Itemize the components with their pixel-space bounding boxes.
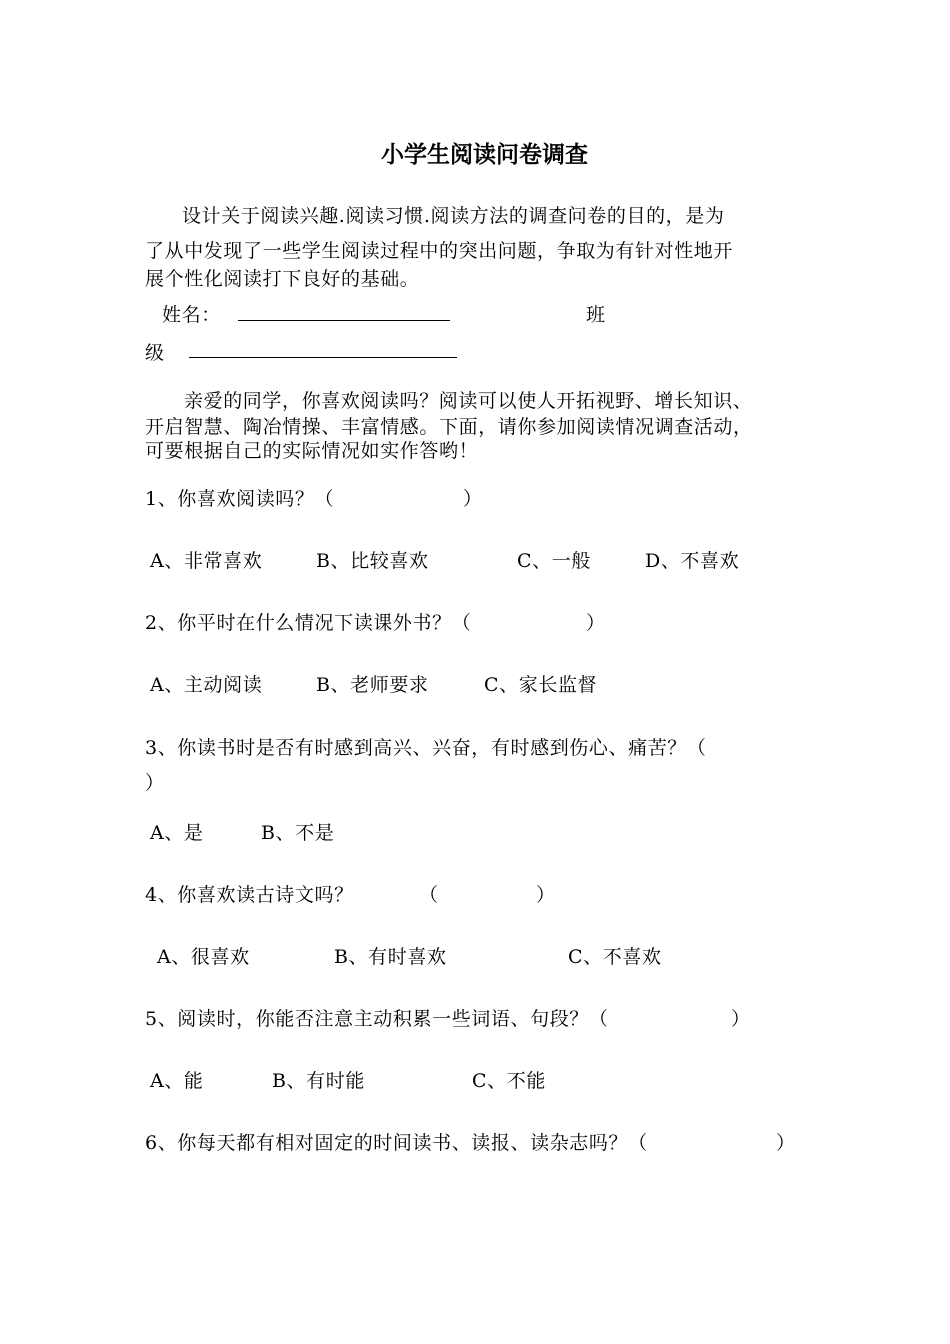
question-5-option-b[interactable]: B、有时能 [272, 1070, 365, 1092]
question-5-option-c[interactable]: C、不能 [472, 1070, 546, 1092]
question-1-option-d[interactable]: D、不喜欢 [645, 550, 740, 572]
question-5: 5、阅读时，你能否注意主动积累一些词语、句段？（ [145, 1008, 609, 1030]
question-4-option-a[interactable]: A、很喜欢 [157, 946, 250, 968]
question-6: 6、你每天都有相对固定的时间读书、读报、读杂志吗？（ [145, 1132, 648, 1154]
question-2-close-paren: ） [586, 612, 606, 634]
intro-line-2: 了从中发现了一些学生阅读过程中的突出问题，争取为有针对性地开 [145, 240, 734, 262]
question-5-option-a[interactable]: A、能 [150, 1070, 204, 1092]
class-field[interactable] [189, 357, 457, 358]
question-4-option-c[interactable]: C、不喜欢 [568, 946, 662, 968]
question-1-option-b[interactable]: B、比较喜欢 [316, 550, 429, 572]
class-label-part-1: 班 [586, 304, 606, 326]
question-2: 2、你平时在什么情况下读课外书？（ [145, 612, 472, 634]
page-title: 小学生阅读问卷调查 [381, 142, 588, 168]
question-4-open-paren: （ [419, 884, 439, 906]
question-1-option-a[interactable]: A、非常喜欢 [150, 550, 263, 572]
greeting-line-2: 开启智慧、陶冶情操、丰富情感。下面，请你参加阅读情况调查活动， [145, 416, 753, 438]
question-2-option-b[interactable]: B、老师要求 [316, 674, 429, 696]
question-4: 4、你喜欢读古诗文吗？ [145, 884, 354, 906]
name-field[interactable] [238, 320, 450, 321]
question-2-option-a[interactable]: A、主动阅读 [150, 674, 263, 696]
intro-line-1: 设计关于阅读兴趣.阅读习惯.阅读方法的调查问卷的目的，是为 [182, 205, 725, 227]
question-3-option-b[interactable]: B、不是 [261, 822, 335, 844]
question-5-close-paren: ） [731, 1008, 751, 1030]
question-3-close-paren: ） [145, 772, 165, 794]
question-6-close-paren: ） [776, 1132, 796, 1154]
question-4-option-b[interactable]: B、有时喜欢 [334, 946, 447, 968]
greeting-line-3: 可要根据自己的实际情况如实作答哟！ [145, 440, 479, 462]
question-3-option-a[interactable]: A、是 [150, 822, 204, 844]
name-label: 姓名： [162, 304, 221, 326]
question-2-option-c[interactable]: C、家长监督 [484, 674, 598, 696]
question-3: 3、你读书时是否有时感到高兴、兴奋，有时感到伤心、痛苦？（ [145, 737, 707, 759]
greeting-line-1: 亲爱的同学，你喜欢阅读吗？阅读可以使人开拓视野、增长知识、 [184, 390, 753, 412]
intro-line-3: 展个性化阅读打下良好的基础。 [145, 268, 420, 290]
question-1-close-paren: ） [463, 488, 483, 510]
class-label-part-2: 级 [145, 342, 165, 364]
question-1-option-c[interactable]: C、一般 [517, 550, 591, 572]
question-4-close-paren: ） [536, 884, 556, 906]
question-1: 1、你喜欢阅读吗？（ [145, 488, 335, 510]
